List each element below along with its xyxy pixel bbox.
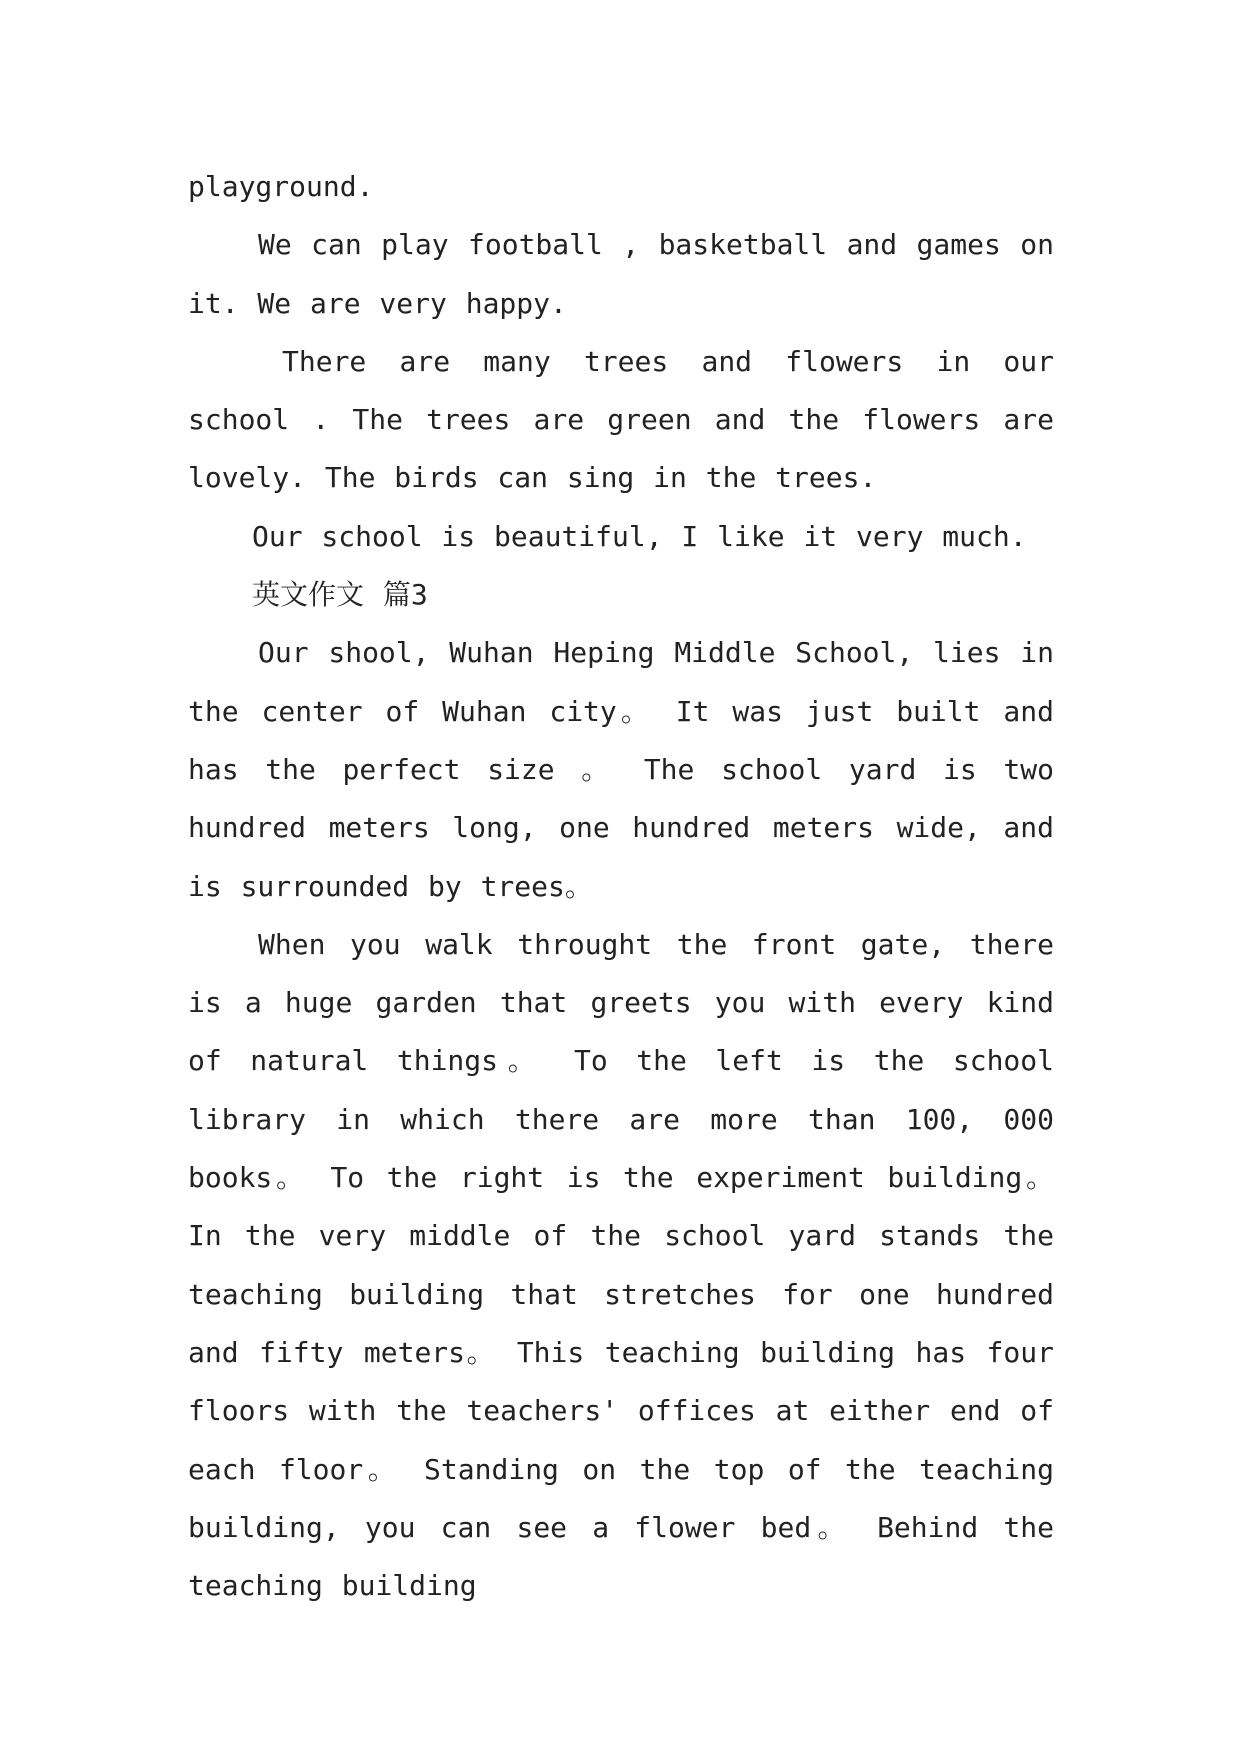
- paragraph-playground-games: We can play football , basketball and games on it. We are very happy.: [188, 228, 1054, 320]
- section-heading: 英文作文 篇3: [252, 578, 428, 612]
- document-body: [188, 158, 1054, 1615]
- paragraph-continuation: playground.: [188, 170, 374, 203]
- paragraph-school-layout: When you walk throught the front gate, there is a huge garden that greets you with every kind of natural things。 To the left is the school library in which there are more than 100, 000 books。 To the right is the experiment building。 In the very middle of the school yard stands the teaching building that stretches for one hundred and fifty meters。 This teaching building has four floors with the teachers' offices at either end of each floor。 Standing on the top of the teaching building, you can see a flower bed。 Behind the teaching building: [188, 927, 1054, 1603]
- paragraph-trees-flowers: There are many trees and flowers in our school . The trees are green and the flowers are lovely. The birds can sing in the trees.: [188, 344, 1054, 495]
- paragraph-school-beautiful: Our school is beautiful, I like it very much.: [252, 519, 1027, 553]
- paragraph-school-location: Our shool, Wuhan Heping Middle School, lies in the center of Wuhan city。 It was just built and has the perfect size 。 The school yard is two hundred meters long, one hundred meters wide, and is surrounded by trees。: [188, 636, 1054, 903]
